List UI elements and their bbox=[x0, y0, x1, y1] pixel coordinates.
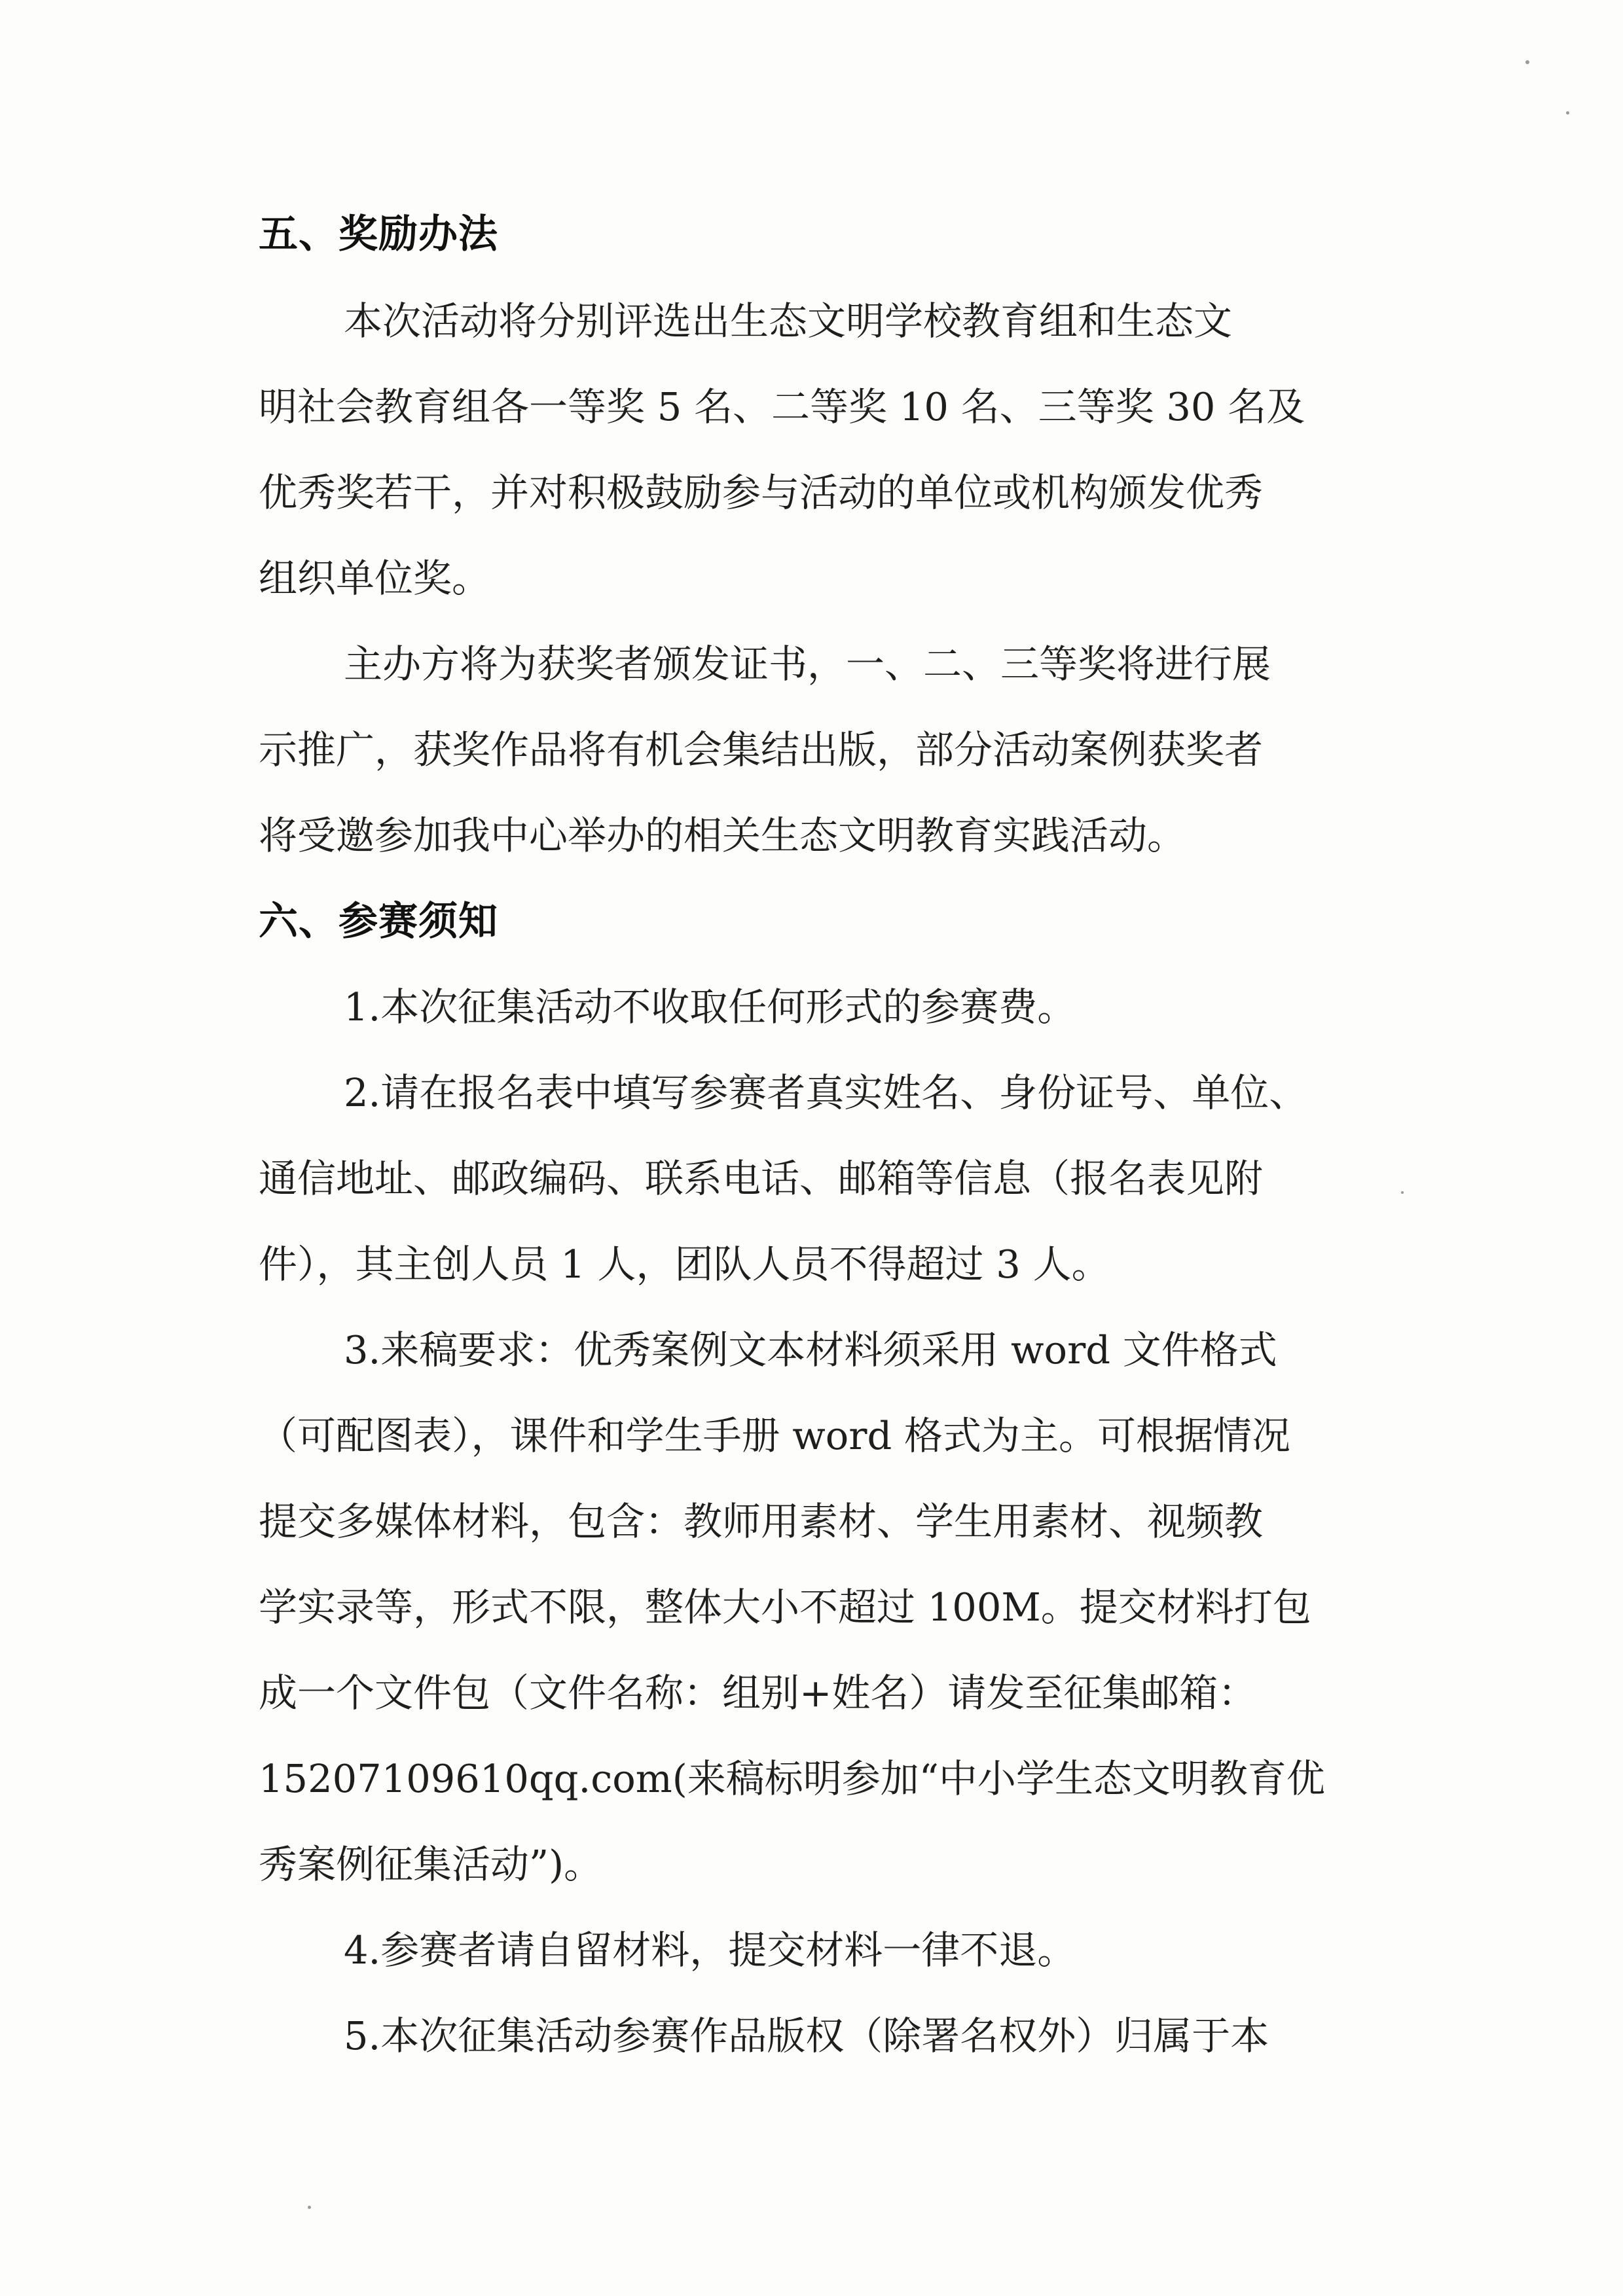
paragraph-line: 成一个文件包（文件名称：组别+姓名）请发至征集邮箱： bbox=[259, 1670, 1257, 1715]
scan-speck bbox=[1525, 60, 1529, 64]
paragraph-line: 提交多媒体材料，包含：教师用素材、学生用素材、视频教 bbox=[259, 1499, 1264, 1544]
paragraph-line: 通信地址、邮政编码、联系电话、邮箱等信息（报名表见附 bbox=[259, 1156, 1264, 1201]
paragraph-line: 学实录等，形式不限，整体大小不超过 100M。提交材料打包 bbox=[259, 1585, 1311, 1630]
paragraph-line: 明社会教育组各一等奖 5 名、二等奖 10 名、三等奖 30 名及 bbox=[259, 384, 1305, 429]
paragraph-line: 示推广，获奖作品将有机会集结出版，部分活动案例获奖者 bbox=[259, 727, 1264, 772]
paragraph-line: 主办方将为获奖者颁发证书，一、二、三等奖将进行展 bbox=[344, 641, 1271, 687]
paragraph-line: 4.参赛者请自留材料，提交材料一律不退。 bbox=[344, 1928, 1076, 1973]
paragraph-line: 3.来稿要求：优秀案例文本材料须采用 word 文件格式 bbox=[344, 1327, 1277, 1372]
paragraph-line: 本次活动将分别评选出生态文明学校教育组和生态文 bbox=[344, 298, 1233, 344]
scan-speck bbox=[308, 2206, 311, 2209]
paragraph-line: 组织单位奖。 bbox=[259, 556, 491, 601]
scan-speck bbox=[1566, 111, 1569, 115]
paragraph-line: 优秀奖若干，并对积极鼓励参与活动的单位或机构颁发优秀 bbox=[259, 470, 1264, 515]
paragraph-line: 15207109610qq.com(来稿标明参加“中小学生态文明教育优 bbox=[259, 1756, 1325, 1801]
paragraph-line: 5.本次征集活动参赛作品版权（除署名权外）归属于本 bbox=[344, 2013, 1269, 2058]
paragraph-line: 2.请在报名表中填写参赛者真实姓名、身份证号、单位、 bbox=[344, 1070, 1308, 1115]
section-heading-rewards: 五、奖励办法 bbox=[259, 211, 498, 257]
paragraph-line: 将受邀参加我中心举办的相关生态文明教育实践活动。 bbox=[259, 813, 1186, 858]
paragraph-line: 件），其主创人员 1 人，团队人员不得超过 3 人。 bbox=[259, 1242, 1110, 1287]
paragraph-line: 秀案例征集活动”)。 bbox=[259, 1842, 603, 1887]
section-heading-participation-notes: 六、参赛须知 bbox=[259, 899, 498, 944]
scan-speck bbox=[1401, 1191, 1404, 1194]
paragraph-line: （可配图表），课件和学生手册 word 格式为主。可根据情况 bbox=[259, 1413, 1291, 1458]
paragraph-line: 1.本次征集活动不收取任何形式的参赛费。 bbox=[344, 984, 1076, 1030]
